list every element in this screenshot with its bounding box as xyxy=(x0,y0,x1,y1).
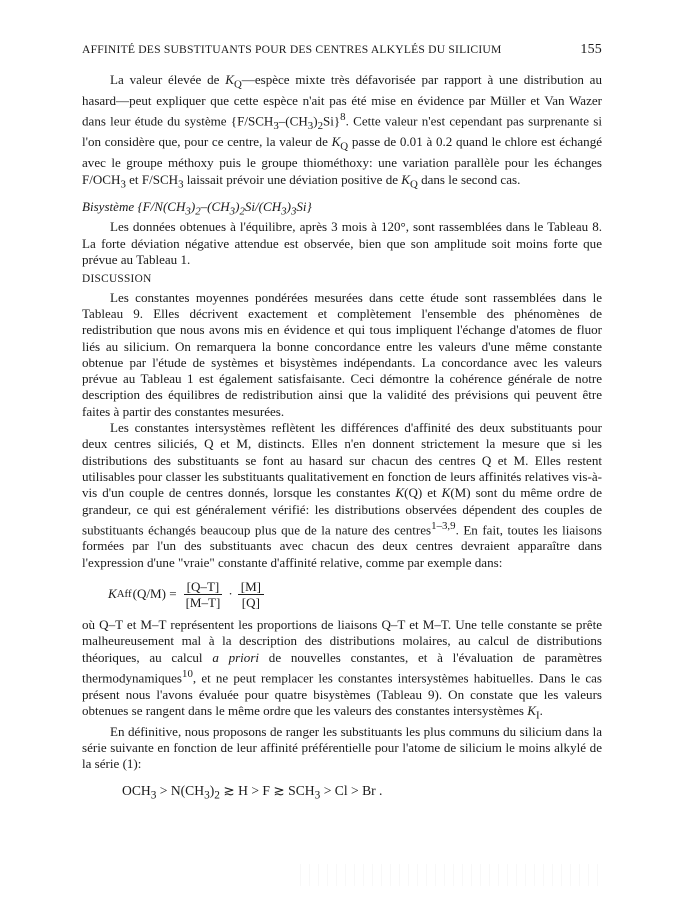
text-run: . En fait, toutes les liaisons formées par l'un des substituants avec chacun des deux centres devraient apparaître dans l'expression d'une "vraie" constante d'affinité relative, comme par exemple dans: xyxy=(82,522,602,570)
subscript: 2 xyxy=(239,205,245,218)
text-run: de nouvelles constantes, et à l'évaluation de paramètres thermodynamiques xyxy=(82,649,602,686)
text-run: La valeur élevée de xyxy=(110,72,226,87)
fraction-numerator: [Q–T] xyxy=(184,579,223,595)
subscript: 3 xyxy=(204,789,210,802)
subscript: 3 xyxy=(150,789,157,802)
subscript: 3 xyxy=(314,789,321,802)
text-run: . Cette valeur n'est cependant pas surprenante si l'on considère que, pour ce centre, la valeur de xyxy=(82,113,602,150)
text-run: ) xyxy=(313,113,318,129)
text-run: ) xyxy=(190,198,196,214)
subscript: 2 xyxy=(317,120,324,133)
substituent-series xyxy=(122,783,602,804)
text-run: ≳ H > F ≳ SCH xyxy=(219,782,315,798)
text-run: > Cl > Br . xyxy=(320,782,383,798)
symbol-k: K xyxy=(395,485,405,501)
subscript: 3 xyxy=(229,205,236,218)
symbol-k: K xyxy=(441,485,451,501)
bisystem-heading xyxy=(82,199,602,220)
reference-superscript: 1–3,9 xyxy=(431,519,456,532)
text-run: ) xyxy=(209,782,215,798)
text-run: (Q) et xyxy=(404,485,442,501)
fraction-denominator: [Q] xyxy=(241,594,260,610)
fraction-numerator: [M] xyxy=(238,579,264,595)
text-run: —espèce mixte très défavorisée par rapport à une distribution au hasard—peut expliquer que cette espèce n'ait pas été mise en évidence par Müller et Van Wazer dans leur étude du système {F/SCH xyxy=(82,72,602,129)
paragraph-kq-value xyxy=(82,72,602,193)
subscript: 3 xyxy=(273,120,279,133)
subscript: 2 xyxy=(214,789,220,802)
subscript: Aff xyxy=(116,587,132,600)
reference-superscript: 10 xyxy=(182,667,193,680)
text-run: dans le second cas. xyxy=(417,171,521,187)
paragraph-discussion: Les constantes moyennes pondérées mesurées dans cette étude sont rassemblées dans le Tableau 9. Elles décrivent exactement et complètement l'ensemble des phénomènes de redistribution que nous avons mis en évidence et qui tous impliquent l'échange d'atomes de fluor liés au silicium. On remarquera la bonne concordance entre les valeurs d'une même constante obtenue par l'étude de systèmes et bisystèmes indépendants. La concordance avec les valeurs prévue au Tableau 1 est également satisfaisante. Ceci démontre la cohérence générale de notre description des équilibres de redistribution ainsi que la validité des prévisions qui peuvent être faites à partir des constantes mesurées. xyxy=(82,289,602,419)
paragraph-intersystem xyxy=(82,420,602,571)
subscript: 3 xyxy=(178,178,184,191)
subscript: I xyxy=(535,709,540,722)
text-run: Bisystème xyxy=(82,198,138,214)
symbol-k: K xyxy=(225,72,234,87)
subscript: Q xyxy=(340,141,349,154)
text-run: {F/N(CH xyxy=(137,198,186,214)
running-header xyxy=(82,43,602,56)
text-run: et F/SCH xyxy=(125,171,179,187)
text-run: , et ne peut remplacer les constantes intersystèmes habituelles. Dans le cas présent nous l'avons évaluée pour quatre bisystèmes (Tableau 9). On constate que les valeurs obtenues se rangent dans le même ordre que les valeurs des constantes intersystèmes xyxy=(82,670,602,718)
subscript: Q xyxy=(409,178,418,191)
text-run: où Q–T et M–T représentent les proportions de liaisons Q–T et M–T. Une telle constante se prête malheureusement mal à la description des distributions molaires, au calcul de distributions théoriques, au calcul xyxy=(82,617,602,665)
text-run: ) xyxy=(235,198,240,214)
scan-noise xyxy=(300,864,600,886)
symbol-k: K xyxy=(527,702,536,718)
text-run: Si/(CH xyxy=(244,198,282,214)
subscript: Q xyxy=(233,78,242,91)
text-run: Si} xyxy=(323,113,341,129)
text-run: Les constantes intersystèmes reflètent les différences d'affinité des deux substituants pour deux centres siliciés, Q et M, distincts. Elles n'en donnent strictement la mesure que si les distributions des substituants se font au hasard sur chacun des centres Q et M. Elles restent utilisables pour classer les substituants qualitativement en fonction de leurs affinités relatives vis-à-vis d'un couple de centres donnés, lorsque les constantes xyxy=(82,420,602,501)
fraction-denominator: [M–T] xyxy=(185,594,221,610)
subscript: 3 xyxy=(307,120,314,133)
text-run: laissait prévoir une déviation positive de xyxy=(183,171,402,187)
text-run: –(CH xyxy=(200,198,230,214)
text-run: . xyxy=(539,702,543,718)
fraction-bonds xyxy=(183,579,224,610)
subscript: 3 xyxy=(185,205,191,218)
text-run: OCH xyxy=(122,782,151,798)
symbol-k: K xyxy=(331,134,341,150)
subscript: 3 xyxy=(290,205,297,218)
paragraph-affinity-discussion xyxy=(82,617,602,724)
text-run: (M) sont du même ordre de grandeur, ce qui est généralement vérifié: les distributions observées dépendent des couples de substituants échangés beaucoup plus que de la nature des centres xyxy=(82,485,602,538)
running-title: AFFINITÉ DES SUBSTITUANTS POUR DES CENTRES ALKYLÉS DU SILICIUM xyxy=(82,43,502,56)
page-body xyxy=(82,72,602,804)
page-number: 155 xyxy=(580,42,602,57)
paragraph-conclusion: En définitive, nous proposons de ranger les substituants les plus communs du silicium dans la série suivante en fonction de leur affinité préférentielle pour l'atome de silicium le moins alkylé de la série (1): xyxy=(82,723,602,772)
text-run: ) xyxy=(286,198,291,214)
italic-a-priori: a priori xyxy=(212,649,260,665)
subscript: 3 xyxy=(120,178,126,191)
text-run: > N(CH xyxy=(156,782,205,798)
section-heading-discussion: DISCUSSION xyxy=(82,273,152,286)
text-run: –(CH xyxy=(278,113,308,129)
subscript: 3 xyxy=(281,205,287,218)
subscript: 2 xyxy=(195,205,201,218)
equation-affinity-constant xyxy=(108,575,602,613)
fraction-centres xyxy=(238,579,264,610)
multiplication-dot: · xyxy=(228,585,233,601)
text-run: passe de 0.01 à 0.2 quand le chlore est échangé avec le groupe méthoxy puis le groupe thiométhoxy: une variation parallèle pour les échanges F/OCH xyxy=(82,134,603,187)
paragraph-bisystem: Les données obtenues à l'équilibre, après 3 mois à 120°, sont rassemblées dans le Tableau 8. La forte déviation négative attendue est observée, bien que son amplitude soit moins forte que prévue au Tableau 1. xyxy=(82,219,602,268)
equation-lhs: (Q/M) = xyxy=(132,585,177,601)
symbol-k: K xyxy=(401,171,410,187)
symbol-k: K xyxy=(108,585,117,601)
reference-superscript: 8 xyxy=(340,111,346,124)
text-run: Si} xyxy=(296,198,312,214)
